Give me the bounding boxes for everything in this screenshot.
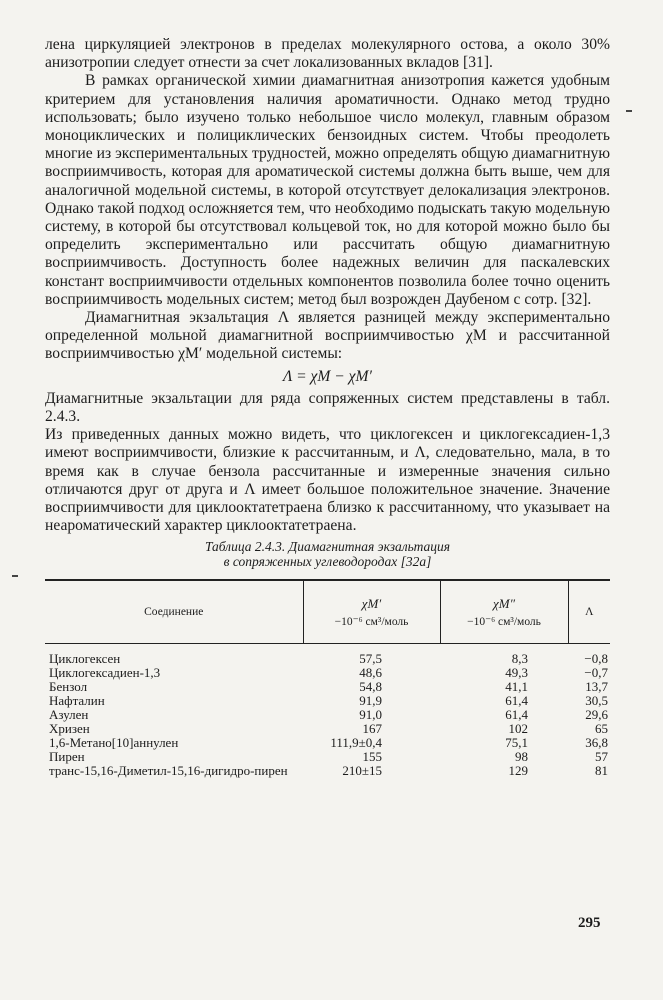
- row-chi-m2: 102: [508, 721, 528, 737]
- row-chi-m: 167: [362, 721, 382, 737]
- row-lambda: 81: [595, 763, 608, 779]
- row-chi-m: 54,8: [359, 679, 382, 695]
- row-lambda: 36,8: [585, 735, 608, 751]
- row-compound: Азулен: [49, 707, 89, 723]
- header-lambda: Λ: [568, 580, 610, 644]
- row-compound: Хризен: [49, 721, 90, 737]
- row-compound: Циклогексен: [49, 651, 121, 667]
- row-chi-m: 155: [362, 749, 382, 765]
- row-chi-m: 57,5: [359, 651, 382, 667]
- row-chi-m: 48,6: [359, 665, 382, 681]
- header-chi-m2-unit: −10⁻⁶ см³/моль: [467, 616, 541, 629]
- row-compound: транс-15,16-Диметил-15,16-дигидро-пирен: [49, 763, 288, 779]
- row-lambda: 57: [595, 749, 608, 765]
- row-lambda: 65: [595, 721, 608, 737]
- table-row: [45, 736, 610, 750]
- row-compound: 1,6-Метано[10]аннулен: [49, 735, 179, 751]
- page-number: 295: [578, 915, 601, 931]
- header-chi-m-symbol: χM′: [361, 596, 382, 612]
- paragraph-4: Диамагнитные экзальтации для ряда сопряженных систем представлены в табл. 2.4.3.: [45, 389, 610, 426]
- row-lambda: 30,5: [585, 693, 608, 709]
- table-caption-line2: в сопряженных углеводородах [32а]: [223, 554, 432, 570]
- row-chi-m: 91,0: [359, 707, 382, 723]
- row-lambda: −0,7: [584, 665, 608, 681]
- paragraph-2: В рамках органической химии диамагнитная анизотропия кажется удобным критерием для установления наличия ароматичности. Однако метод трудно использовать; было изучено только небольшое число молекул, главным образом моноциклических и полициклических бензоидных систем. Чтобы преодолеть многие из экспериментальных трудностей, можно определять общую диамагнитную восприимчивость, которая для ароматической системы должна быть выше, чем для аналогичной модельной системы, в которой отсутствует делокализация электронов. Однако такой подход осложняется тем, что необходимо подыскать такую модельную систему, в которой бы отсутствовал кольцевой ток, но для которой можно было бы определить экспериментально или рассчитать общую диамагнитную восприимчивость. Доступность более надежных величин для паскалевских констант восприимчивости отдельных компонентов позволила более точно оценить восприимчивость модельных систем; метод был возрожден Даубеном с сотр. [32].: [45, 72, 610, 308]
- table-row: [45, 694, 610, 708]
- table-row: [45, 644, 610, 667]
- table-row: [45, 666, 610, 680]
- page-body: [45, 36, 610, 778]
- row-chi-m: 111,9±0,4: [330, 735, 382, 751]
- row-compound: Бензол: [49, 679, 88, 695]
- row-chi-m2: 98: [515, 749, 528, 765]
- paragraph-5: Из приведенных данных можно видеть, что циклогексен и циклогексадиен-1,3 имеют восприимчивости, близкие к рассчитанным, и Λ, следовательно, мала, в то время как в случае бензола рассчитанные и измеренные значения сильно отличаются друг от друга и Λ имеет большое положительное значение. Значение восприимчивости для циклооктатетраена близко к рассчитанному, что указывает на неароматический характер циклооктатетраена.: [45, 426, 610, 535]
- row-lambda: 13,7: [585, 679, 608, 695]
- paragraph-3: Диамагнитная экзальтация Λ является разницей между экспериментально определенной мольной диамагнитной восприимчивостью χM и рассчитанной восприимчивостью χM′ модельной системы:: [45, 309, 610, 363]
- row-chi-m: 91,9: [359, 693, 382, 709]
- table-row: [45, 722, 610, 736]
- header-chi-m: [303, 580, 440, 644]
- header-chi-m2-symbol: χM″: [493, 596, 515, 612]
- row-chi-m: 210±15: [342, 763, 382, 779]
- row-chi-m2: 8,3: [511, 651, 528, 667]
- row-chi-m2: 75,1: [505, 735, 528, 751]
- header-chi-m2: [440, 580, 568, 644]
- exaltation-formula: Λ = χM − χM′: [283, 367, 372, 385]
- margin-mark: [12, 575, 18, 577]
- table-caption-line1: Таблица 2.4.3. Диамагнитная экзальтация: [204, 539, 451, 555]
- row-chi-m2: 61,4: [505, 707, 528, 723]
- header-compound: Соединение: [45, 580, 303, 644]
- row-lambda: −0,8: [584, 651, 608, 667]
- table-header-row: [45, 580, 610, 644]
- header-chi-m-unit: −10⁻⁶ см³/моль: [334, 616, 409, 629]
- table-row: [45, 750, 610, 764]
- exaltation-table: [45, 579, 610, 778]
- row-chi-m2: 61,4: [505, 693, 528, 709]
- table-row: [45, 708, 610, 722]
- row-chi-m2: 49,3: [505, 665, 528, 681]
- margin-mark: [626, 110, 632, 112]
- row-chi-m2: 129: [508, 763, 528, 779]
- table-row: [45, 764, 610, 778]
- table-row: [45, 680, 610, 694]
- row-compound: Циклогексадиен-1,3: [49, 665, 161, 681]
- row-lambda: 29,6: [585, 707, 608, 723]
- row-compound: Пирен: [49, 749, 85, 765]
- table-caption: [45, 539, 610, 569]
- paragraph-1: лена циркуляцией электронов в пределах молекулярного остова, а около 30% анизотропии следует отнести за счет локализованных вкладов [31].: [45, 36, 610, 72]
- row-chi-m2: 41,1: [505, 679, 528, 695]
- row-compound: Нафталин: [49, 693, 105, 709]
